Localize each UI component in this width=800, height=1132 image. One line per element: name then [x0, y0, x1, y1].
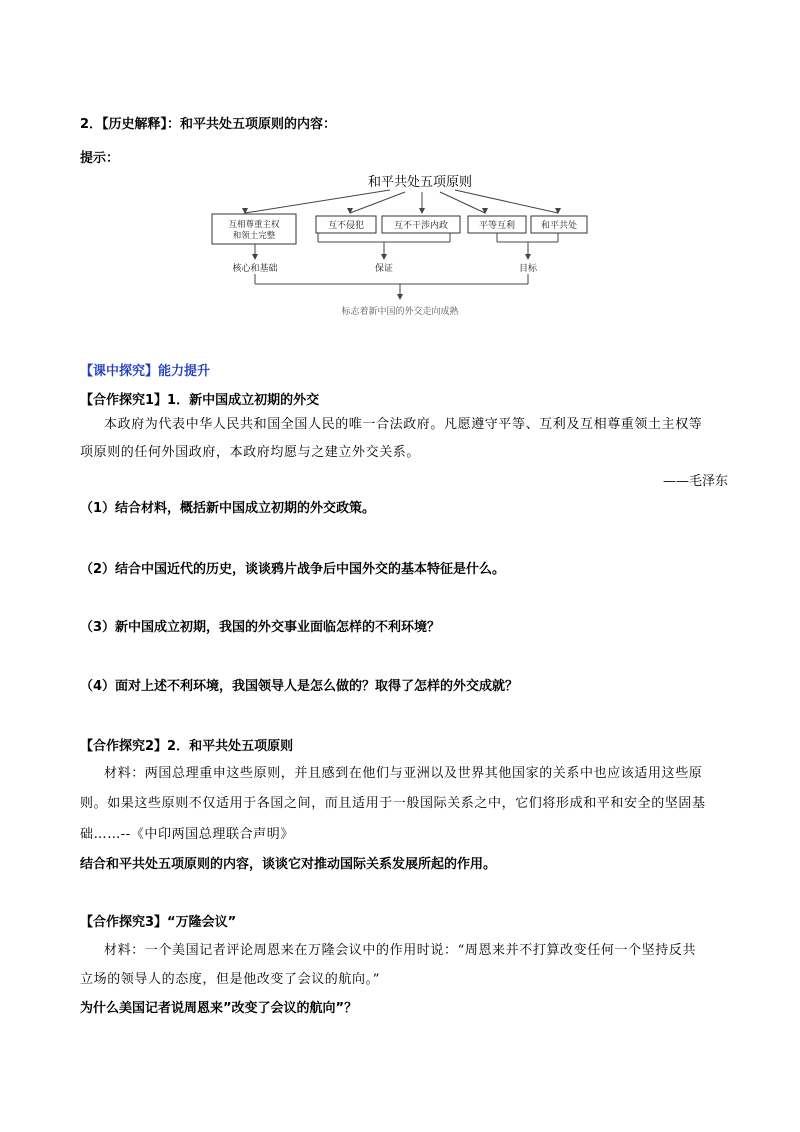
role-label-guarantee: 保证	[374, 264, 394, 274]
inquiry-1-material-line-1: 本政府为代表中华人民共和国全国人民的唯一合法政府。凡愿遵守平等、互利及互相尊重领土主权等	[104, 417, 703, 432]
role-label-core: 核心和基础	[232, 264, 278, 274]
inquiry-3-material-line-2: 立场的领导人的态度，但是他改变了会议的航向。”	[80, 972, 380, 987]
section2-heading: 2．【历史解释】：和平共处五项原则的内容：	[80, 117, 337, 132]
inquiry-1-question-1: （1）结合材料，概括新中国成立初期的外交政策。	[80, 501, 376, 516]
role-label-goal: 目标	[518, 264, 538, 274]
inquiry-1-question-3: （3）新中国成立初期，我国的外交事业面临怎样的不利环境？	[80, 620, 441, 635]
inquiry-1-question-4: （4）面对上述不利环境，我国领导人是怎么做的？取得了怎样的外交成就？	[80, 679, 519, 694]
principle-3-label: 互不干涉内政	[393, 221, 449, 231]
inquiry-2-title: 【合作探究2】2．和平共处五项原则	[80, 739, 294, 754]
diagram-title: 和平共处五项原则	[367, 175, 473, 190]
inquiry-1-material-line-2: 项原则的任何外国政府，本政府均愿与之建立外交关系。	[80, 445, 421, 460]
principle-5-label: 和平共处	[540, 221, 578, 231]
inquiry-1-question-2: （2）结合中国近代的历史，谈谈鸦片战争后中国外交的基本特征是什么。	[80, 562, 506, 577]
inquiry-1-source: ——毛泽东	[662, 474, 728, 489]
inquiry-2-material-line-2: 则。如果这些原则不仅适用于各国之间，而且适用于一般国际关系之中，它们将形成和平和安全的坚固基	[80, 796, 706, 811]
inquiry-2-question: 结合和平共处五项原则的内容，谈谈它对推动国际关系发展所起的作用。	[80, 857, 497, 872]
inquiry-1-title: 【合作探究1】1．新中国成立初期的外交	[80, 393, 320, 408]
inquiry-3-question: 为什么美国记者说周恩来”改变了会议的航向”？	[80, 1001, 358, 1016]
inquiry-header: 【课中探究】能力提升	[80, 364, 211, 379]
five-principles-diagram	[210, 168, 610, 318]
inquiry-3-title: 【合作探究3】“万隆会议”	[80, 915, 237, 930]
inquiry-2-material-line-3: 础……--《中印两国总理联合声明》	[80, 827, 294, 842]
diagram-conclusion: 标志着新中国的外交走向成熟	[341, 307, 459, 317]
principle-2-label: 互不侵犯	[327, 221, 365, 231]
principle-4-label: 平等互利	[478, 221, 516, 231]
hint-label: 提示：	[80, 151, 120, 166]
inquiry-2-material-line-1: 材料：两国总理重申这些原则，并且感到在他们与亚洲以及世界其他国家的关系中也应该适用这些原	[104, 766, 703, 781]
principle-1-label: 互相尊重主权和领土完整	[228, 220, 280, 241]
inquiry-3-material-line-1: 材料：一个美国记者评论周恩来在万隆会议中的作用时说：“周恩来并不打算改变任何一个坚持反共	[104, 943, 697, 958]
